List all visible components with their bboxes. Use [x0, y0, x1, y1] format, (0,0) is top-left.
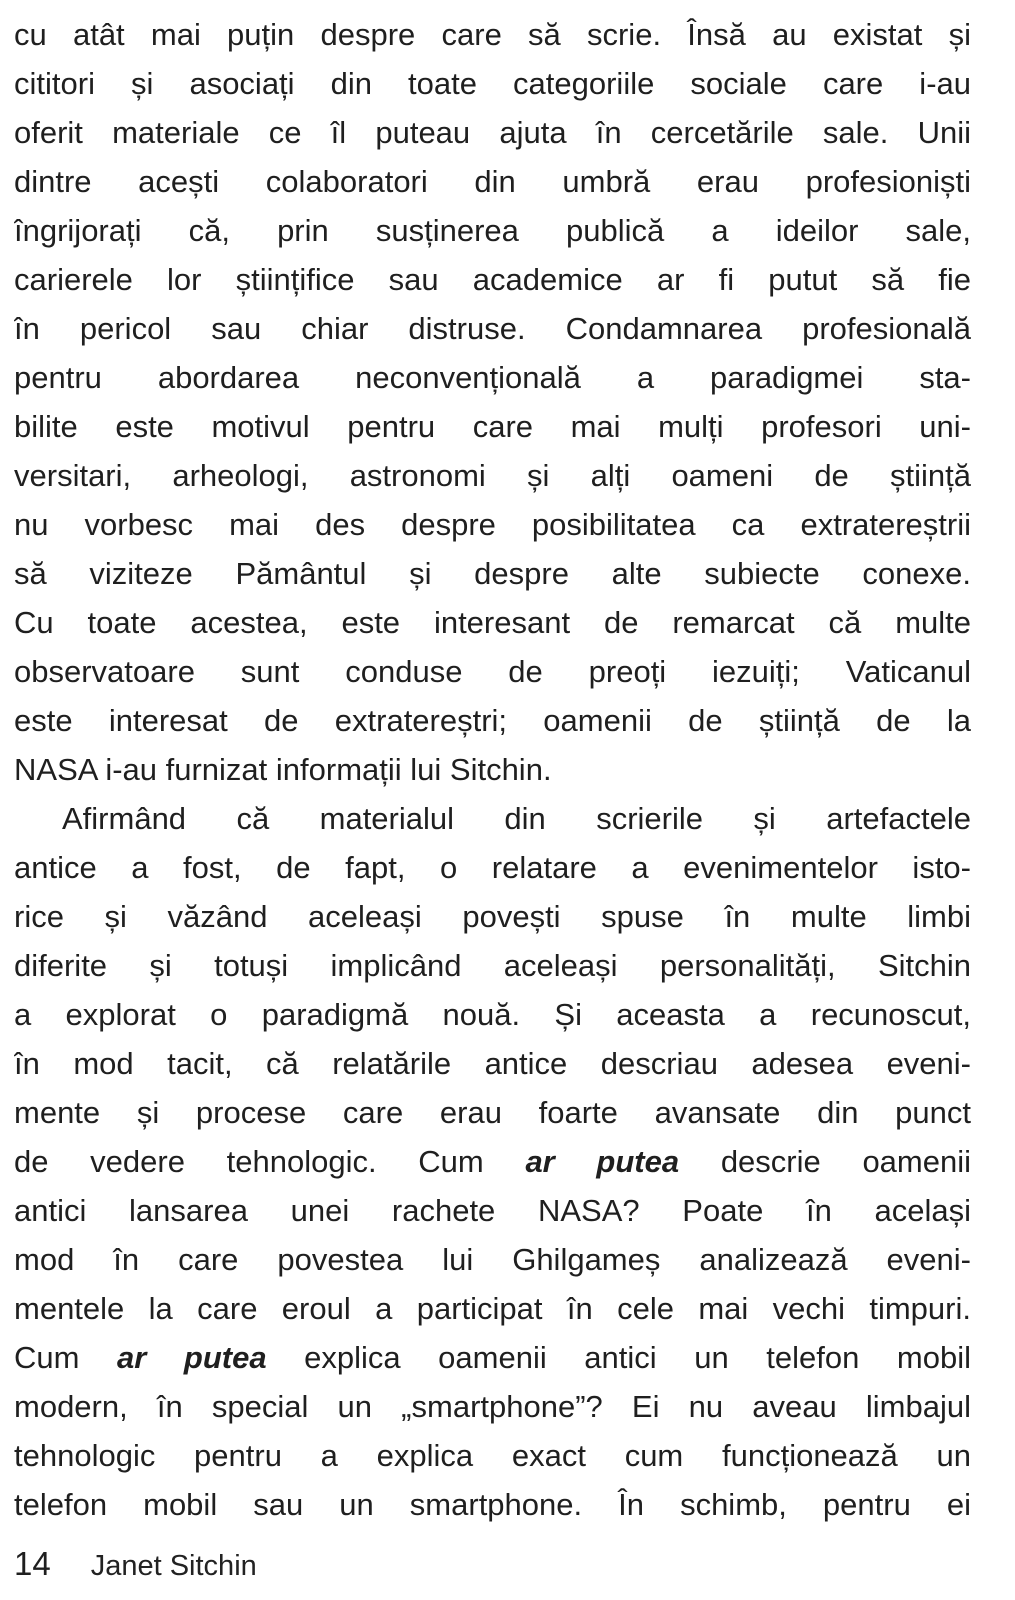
- text-line: dintre acești colaboratori din umbră erau profesioniști: [14, 164, 971, 199]
- text-segment: descrie oamenii: [679, 1144, 971, 1179]
- text-line-paragraph-end: NASA i-au furnizat informații lui Sitchin.: [14, 752, 552, 787]
- text-line: oferit materiale ce îl puteau ajuta în cercetările sale. Unii: [14, 115, 971, 150]
- text-line: îngrijorați că, prin susținerea publică a ideilor sale,: [14, 213, 971, 248]
- text-line: în mod tacit, că relatările antice descriau adesea eveni-: [14, 1046, 971, 1081]
- text-segment: explica oamenii antici un telefon mobil: [266, 1340, 971, 1375]
- text-line: a explorat o paradigmă nouă. Și aceasta a recunoscut,: [14, 997, 971, 1032]
- emphasis-text: ar putea: [525, 1144, 680, 1179]
- text-line: [14, 1137, 971, 1186]
- text-line: bilite este motivul pentru care mai mulți profesori uni-: [14, 409, 971, 444]
- emphasis-text: ar putea: [117, 1340, 267, 1375]
- text-line: mente și procese care erau foarte avansate din punct: [14, 1095, 971, 1130]
- text-line: observatoare sunt conduse de preoți iezuiți; Vaticanul: [14, 654, 971, 689]
- text-line: mentele la care eroul a participat în cele mai vechi timpuri.: [14, 1291, 971, 1326]
- text-line: antice a fost, de fapt, o relatare a evenimentelor isto-: [14, 850, 971, 885]
- text-line: diferite și totuși implicând aceleași personalități, Sitchin: [14, 948, 971, 983]
- text-segment: Cum: [14, 1340, 118, 1375]
- text-line: telefon mobil sau un smartphone. În schimb, pentru ei: [14, 1487, 971, 1522]
- text-line-paragraph-start: Afirmând că materialul din scrierile și artefactele: [62, 801, 971, 836]
- text-line: mod în care povestea lui Ghilgameș analizează eveni-: [14, 1242, 971, 1277]
- text-line: [14, 1333, 971, 1382]
- text-line: este interesat de extratereștri; oamenii de știință de la: [14, 703, 971, 738]
- text-line: cititori și asociați din toate categoriile sociale care i-au: [14, 66, 971, 101]
- text-line: tehnologic pentru a explica exact cum funcționează un: [14, 1438, 971, 1473]
- text-line: nu vorbesc mai des despre posibilitatea ca extratereștrii: [14, 507, 971, 542]
- page-number: 14: [14, 1545, 51, 1582]
- text-line: antici lansarea unei rachete NASA? Poate în același: [14, 1193, 971, 1228]
- text-line: să viziteze Pământul și despre alte subiecte conexe.: [14, 556, 971, 591]
- text-line: în pericol sau chiar distruse. Condamnarea profesională: [14, 311, 971, 346]
- text-line: Cu toate acestea, este interesant de remarcat că multe: [14, 605, 971, 640]
- page-footer: [0, 1529, 1015, 1583]
- text-segment: de vedere tehnologic. Cum: [14, 1144, 526, 1179]
- text-line: carierele lor științifice sau academice ar fi putut să fie: [14, 262, 971, 297]
- text-line: versitari, arheologi, astronomi și alți oameni de știință: [14, 458, 971, 493]
- text-line: pentru abordarea neconvențională a paradigmei sta-: [14, 360, 971, 395]
- running-title: Janet Sitchin: [90, 1550, 257, 1582]
- text-line: cu atât mai puțin despre care să scrie. Însă au existat și: [14, 17, 971, 52]
- text-line: modern, în special un „smartphone”? Ei nu aveau limbajul: [14, 1389, 971, 1424]
- text-line: rice și văzând aceleași povești spuse în multe limbi: [14, 899, 971, 934]
